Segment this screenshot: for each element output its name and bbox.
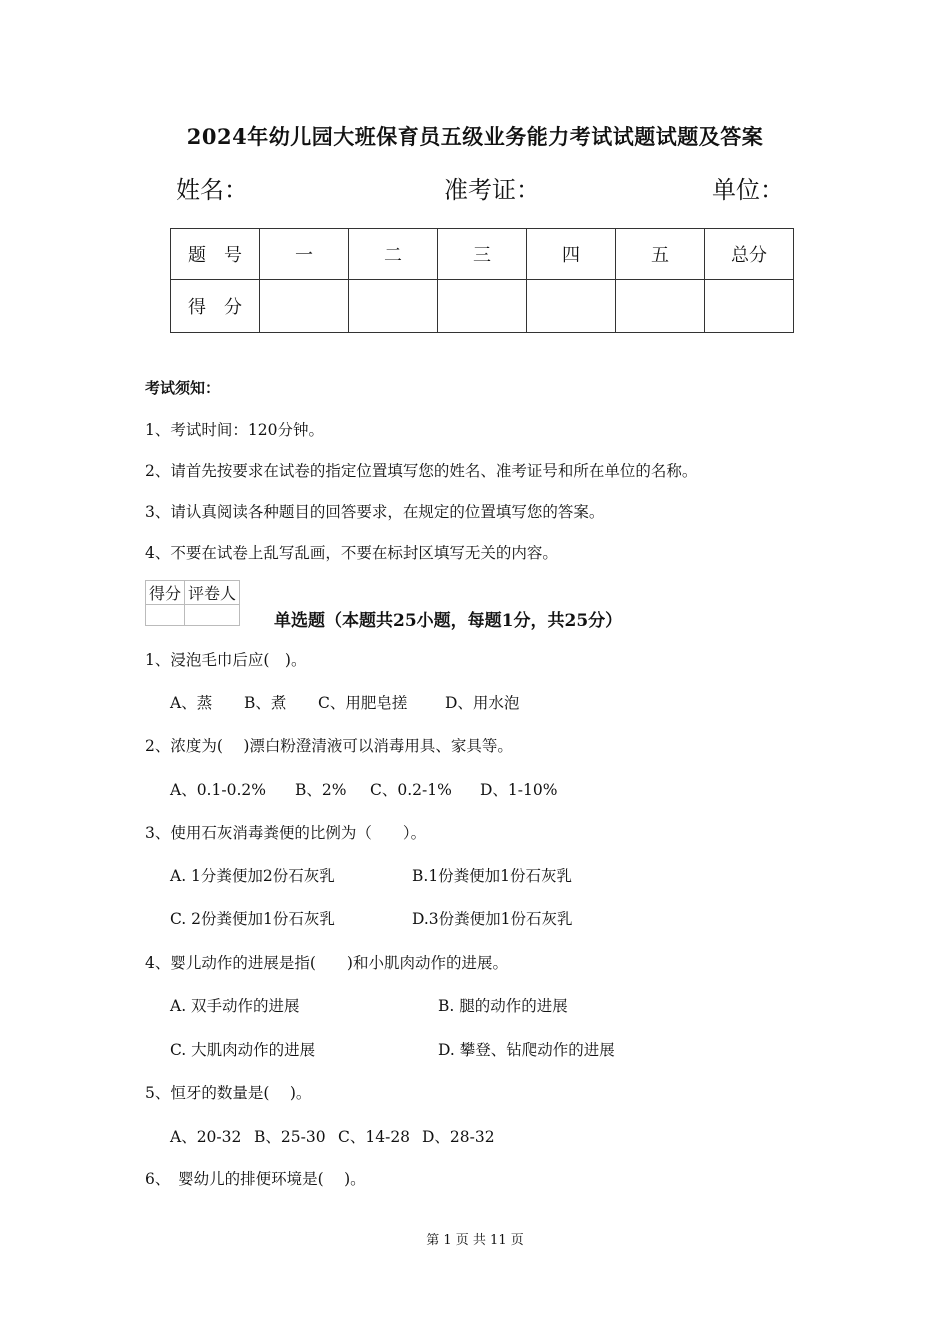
score-cell-empty: [349, 280, 438, 333]
grader-name-cell: [185, 605, 240, 626]
name-field-label: 姓名：: [176, 176, 248, 204]
question-stem: 2、浓度为( )漂白粉澄清液可以消毒用具、家具等。: [145, 737, 513, 755]
question-stem: 5、恒牙的数量是( )。: [145, 1084, 312, 1102]
score-table-header-cell: 总分: [705, 229, 794, 280]
exam-number-field-label: 准考证：: [444, 176, 540, 204]
grader-box: [145, 580, 240, 626]
question-stem: 4、婴儿动作的进展是指( )和小肌肉动作的进展。: [145, 954, 508, 972]
option-d: D、28-32: [422, 1128, 495, 1146]
page-footer: 第 1 页 共 11 页: [426, 1233, 524, 1248]
grader-name-label: 评卷人: [185, 581, 240, 605]
question-stem: 6、 婴幼儿的排便环境是( )。: [145, 1170, 366, 1188]
option-b: B. 腿的动作的进展: [438, 997, 568, 1015]
option-a: A、蒸: [170, 694, 213, 712]
score-table-header-cell: 二: [349, 229, 438, 280]
question-stem: 1、浸泡毛巾后应( )。: [145, 651, 307, 669]
score-table-header-cell: 一: [260, 229, 349, 280]
option-a: A、20-32: [170, 1128, 242, 1146]
option-b: B、煮: [244, 694, 287, 712]
notice-item: 4、不要在试卷上乱写乱画，不要在标封区填写无关的内容。: [145, 544, 558, 562]
option-c: C. 2份粪便加1份石灰乳: [170, 910, 335, 928]
score-row-label: 得 分: [171, 280, 260, 333]
score-table-header-cell: 三: [438, 229, 527, 280]
option-b: B、2%: [295, 781, 347, 799]
option-c: C、0.2-1%: [370, 781, 452, 799]
option-a: A. 1分粪便加2份石灰乳: [170, 867, 335, 885]
score-cell-empty: [527, 280, 616, 333]
notice-heading: 考试须知：: [145, 379, 221, 397]
score-table: [170, 228, 794, 333]
option-a: A、0.1-0.2%: [170, 781, 266, 799]
option-c: C、用肥皂搓: [318, 694, 408, 712]
option-a: A. 双手动作的进展: [170, 997, 300, 1015]
option-c: C. 大肌肉动作的进展: [170, 1041, 316, 1059]
option-d: D. 攀登、钻爬动作的进展: [438, 1041, 615, 1059]
score-table-header-row: [171, 229, 794, 280]
score-cell-empty: [616, 280, 705, 333]
option-b: B.1份粪便加1份石灰乳: [412, 867, 573, 885]
option-c: C、14-28: [338, 1128, 411, 1146]
notice-item: 1、考试时间：120分钟。: [145, 421, 324, 439]
score-table-header-cell: 题 号: [171, 229, 260, 280]
unit-field-label: 单位：: [712, 176, 784, 204]
grader-score-label: 得分: [146, 581, 185, 605]
question-stem: 3、使用石灰消毒粪便的比例为（ ）。: [145, 824, 427, 842]
option-d: D.3份粪便加1份石灰乳: [412, 910, 573, 928]
option-b: B、25-30: [254, 1128, 326, 1146]
option-d: D、1-10%: [480, 781, 558, 799]
score-cell-empty: [705, 280, 794, 333]
score-table-header-cell: 五: [616, 229, 705, 280]
grader-score-cell: [146, 605, 185, 626]
notice-item: 2、请首先按要求在试卷的指定位置填写您的姓名、准考证号和所在单位的名称。: [145, 462, 698, 480]
score-cell-empty: [260, 280, 349, 333]
score-table-score-row: [171, 280, 794, 333]
page-title: 2024年幼儿园大班保育员五级业务能力考试试题试题及答案: [186, 124, 764, 149]
score-cell-empty: [438, 280, 527, 333]
option-d: D、用水泡: [445, 694, 520, 712]
section-title: 单选题（本题共25小题，每题1分，共25分）: [274, 611, 623, 631]
notice-item: 3、请认真阅读各种题目的回答要求，在规定的位置填写您的答案。: [145, 503, 605, 521]
score-table-header-cell: 四: [527, 229, 616, 280]
